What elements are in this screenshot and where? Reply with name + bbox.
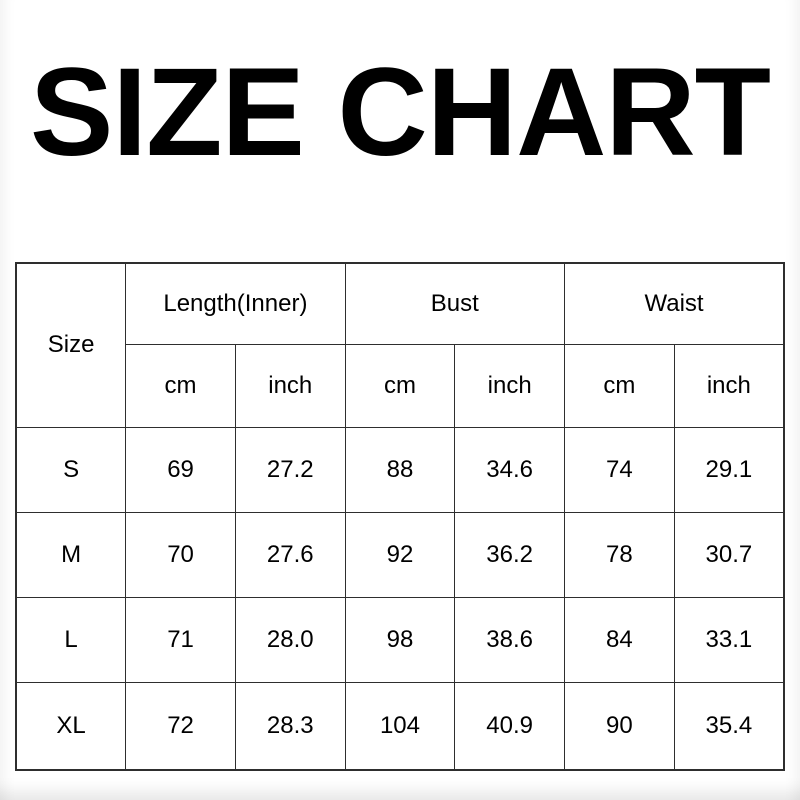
measurement-cell: 74 xyxy=(565,427,675,512)
unit-header-waist-inch: inch xyxy=(674,344,784,427)
measurement-cell: 69 xyxy=(126,427,236,512)
measurement-cell: 92 xyxy=(345,512,455,597)
table-row-s xyxy=(16,427,784,512)
measurement-cell: 40.9 xyxy=(455,682,565,770)
group-header-bust: Bust xyxy=(345,263,564,344)
group-header-length-inner: Length(Inner) xyxy=(126,263,345,344)
group-header-waist: Waist xyxy=(565,263,784,344)
table-row-m xyxy=(16,512,784,597)
measurement-cell: 38.6 xyxy=(455,597,565,682)
measurement-cell: 28.3 xyxy=(235,682,345,770)
measurement-cell: 28.0 xyxy=(235,597,345,682)
table-row-l xyxy=(16,597,784,682)
measurement-cell: 72 xyxy=(126,682,236,770)
size-label-cell: L xyxy=(16,597,126,682)
measurement-cell: 90 xyxy=(565,682,675,770)
measurement-cell: 29.1 xyxy=(674,427,784,512)
measurement-cell: 27.6 xyxy=(235,512,345,597)
size-chart-table xyxy=(15,262,785,771)
table-header-group-row xyxy=(16,263,784,344)
size-label-cell: XL xyxy=(16,682,126,770)
measurement-cell: 84 xyxy=(565,597,675,682)
unit-header-bust-cm: cm xyxy=(345,344,455,427)
measurement-cell: 34.6 xyxy=(455,427,565,512)
page-title: SIZE CHART xyxy=(30,43,770,182)
corner-header-size: Size xyxy=(16,263,126,427)
measurement-cell: 78 xyxy=(565,512,675,597)
measurement-cell: 27.2 xyxy=(235,427,345,512)
size-label-cell: S xyxy=(16,427,126,512)
measurement-cell: 104 xyxy=(345,682,455,770)
unit-header-length-cm: cm xyxy=(126,344,236,427)
measurement-cell: 36.2 xyxy=(455,512,565,597)
unit-header-length-inch: inch xyxy=(235,344,345,427)
table-header-unit-row xyxy=(16,344,784,427)
measurement-cell: 35.4 xyxy=(674,682,784,770)
measurement-cell: 71 xyxy=(126,597,236,682)
table-row-xl xyxy=(16,682,784,770)
unit-header-waist-cm: cm xyxy=(565,344,675,427)
measurement-cell: 33.1 xyxy=(674,597,784,682)
measurement-cell: 88 xyxy=(345,427,455,512)
size-label-cell: M xyxy=(16,512,126,597)
unit-header-bust-inch: inch xyxy=(455,344,565,427)
measurement-cell: 30.7 xyxy=(674,512,784,597)
measurement-cell: 98 xyxy=(345,597,455,682)
measurement-cell: 70 xyxy=(126,512,236,597)
